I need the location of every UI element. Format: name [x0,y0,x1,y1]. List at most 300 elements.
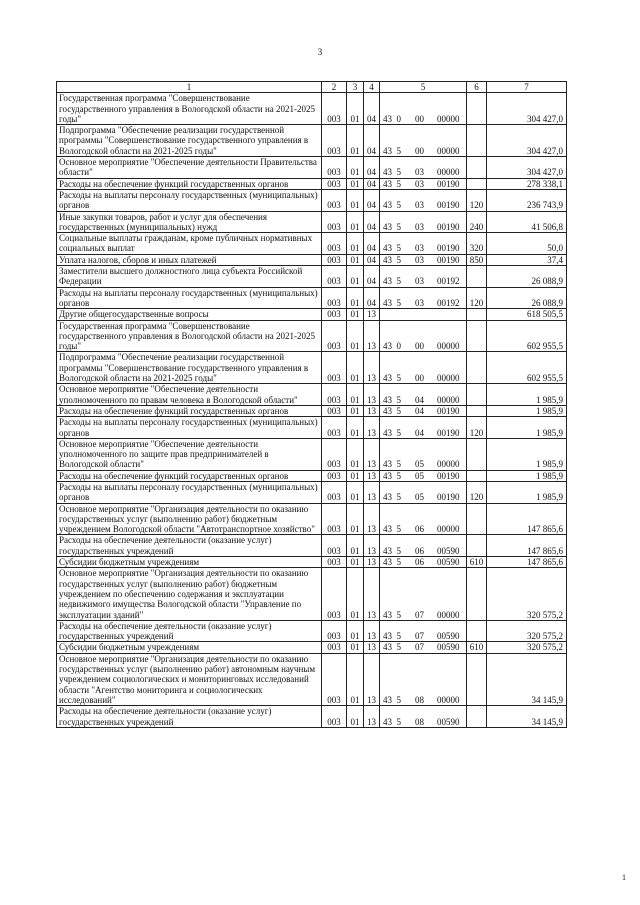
row-target-article-subprogram: 5 [396,125,409,157]
row-subsection: 04 [364,125,380,157]
row-amount: 50,0 [487,233,567,255]
row-target-article-direction: 00000 [431,653,467,705]
row-description: Социальные выплаты гражданам, кроме публичных нормативных социальных выплат [57,233,322,255]
row-amount: 1 985,9 [487,405,567,416]
row-target-article-subprogram: 5 [396,568,409,620]
row-subsection: 13 [364,620,380,642]
row-description: Другие общегосударственные вопросы [57,309,322,320]
row-expense-type [467,535,487,557]
row-target-article-direction [431,309,467,320]
row-target-article-subprogram: 5 [396,503,409,535]
row-subsection: 13 [364,470,380,481]
table-row [57,352,567,384]
row-target-article-direction: 00190 [431,405,467,416]
row-target-article-measure: 05 [409,470,431,481]
row-description: Расходы на обеспечение деятельности (оказание услуг) государственных учреждений [57,620,322,642]
row-target-article-program: 43 [380,266,396,288]
row-target-article-subprogram: 5 [396,157,409,179]
row-expense-type: 610 [467,557,487,568]
row-target-article-program: 43 [380,620,396,642]
row-subsection: 04 [364,93,380,125]
row-target-article-direction: 00190 [431,189,467,211]
row-target-article-measure: 00 [409,320,431,352]
row-target-article-subprogram: 5 [396,470,409,481]
table-row [57,320,567,352]
row-expense-type [467,125,487,157]
row-admin-code: 003 [322,481,347,503]
row-target-article-program: 43 [380,417,396,439]
row-description: Иные закупки товаров, работ и услуг для обеспечения государственных (муниципальных) нужд [57,211,322,233]
row-section: 01 [347,653,364,705]
table-row [57,653,567,705]
row-description: Основное мероприятие "Обеспечение деятельности уполномоченного по правам человека в Вологодской области" [57,384,322,406]
row-admin-code: 003 [322,535,347,557]
row-target-article-subprogram: 5 [396,178,409,189]
row-admin-code: 003 [322,254,347,265]
row-subsection: 04 [364,266,380,288]
row-target-article-program: 43 [380,642,396,653]
row-description: Расходы на выплаты персоналу государственных (муниципальных) органов [57,287,322,309]
row-target-article-program: 43 [380,503,396,535]
row-subsection: 04 [364,211,380,233]
row-target-article-subprogram: 0 [396,320,409,352]
row-expense-type: 120 [467,287,487,309]
row-amount: 304 427,0 [487,157,567,179]
row-target-article-direction: 00192 [431,287,467,309]
row-subsection: 04 [364,287,380,309]
row-section: 01 [347,287,364,309]
row-expense-type: 610 [467,642,487,653]
row-description: Основное мероприятие "Организация деятельности по оказанию государственных услуг (выполнению работ) бюджетным учреждением Вологодской области "Автотранспортное хозяйство" [57,503,322,535]
row-target-article-measure: 07 [409,568,431,620]
row-description: Заместители высшего должностного лица субъекта Российской Федерации [57,266,322,288]
row-expense-type [467,438,487,470]
row-amount: 320 575,2 [487,642,567,653]
row-subsection: 13 [364,557,380,568]
row-description: Уплата налогов, сборов и иных платежей [57,254,322,265]
row-admin-code: 003 [322,266,347,288]
row-description: Расходы на обеспечение функций государственных органов [57,178,322,189]
row-amount: 320 575,2 [487,620,567,642]
row-expense-type [467,653,487,705]
row-subsection: 13 [364,706,380,728]
row-admin-code: 003 [322,93,347,125]
table-row [57,211,567,233]
header-col-5: 5 [380,82,467,93]
row-section: 01 [347,384,364,406]
row-admin-code: 003 [322,125,347,157]
row-target-article-program: 43 [380,481,396,503]
row-target-article-program: 43 [380,568,396,620]
row-expense-type [467,352,487,384]
row-admin-code: 003 [322,178,347,189]
row-amount: 147 865,6 [487,535,567,557]
row-target-article-program: 43 [380,211,396,233]
row-subsection: 04 [364,189,380,211]
row-target-article-measure: 03 [409,233,431,255]
row-target-article-direction: 00000 [431,93,467,125]
table-row [57,642,567,653]
row-target-article-subprogram: 5 [396,287,409,309]
row-amount: 41 506,8 [487,211,567,233]
row-target-article-subprogram: 5 [396,352,409,384]
row-admin-code: 003 [322,620,347,642]
row-section: 01 [347,254,364,265]
header-col-2: 2 [322,82,347,93]
row-amount: 1 985,9 [487,438,567,470]
row-expense-type [467,266,487,288]
row-expense-type: 850 [467,254,487,265]
table-row [57,254,567,265]
row-subsection: 13 [364,384,380,406]
row-target-article-measure: 08 [409,653,431,705]
row-target-article-direction: 00190 [431,211,467,233]
row-target-article-direction: 00590 [431,642,467,653]
row-subsection: 13 [364,481,380,503]
row-expense-type: 120 [467,481,487,503]
row-section: 01 [347,481,364,503]
row-target-article-measure: 05 [409,438,431,470]
row-target-article-program: 43 [380,178,396,189]
row-target-article-subprogram: 5 [396,405,409,416]
row-amount: 34 145,9 [487,706,567,728]
row-target-article-program: 43 [380,557,396,568]
table-row [57,535,567,557]
row-admin-code: 003 [322,503,347,535]
row-admin-code: 003 [322,320,347,352]
row-target-article-direction: 00190 [431,470,467,481]
row-target-article-subprogram: 5 [396,254,409,265]
row-description: Расходы на обеспечение деятельности (оказание услуг) государственных учреждений [57,535,322,557]
row-subsection: 13 [364,309,380,320]
row-subsection: 13 [364,653,380,705]
header-col-1: 1 [57,82,322,93]
row-admin-code: 003 [322,309,347,320]
row-target-article-program: 43 [380,189,396,211]
row-target-article-measure: 04 [409,384,431,406]
row-section: 01 [347,503,364,535]
row-expense-type: 240 [467,211,487,233]
row-target-article-program: 43 [380,125,396,157]
row-description: Государственная программа "Совершенствование государственного управления в Вологодской области на 2021-2025 годы" [57,320,322,352]
table-row [57,706,567,728]
row-target-article-subprogram: 5 [396,642,409,653]
row-amount: 602 955,5 [487,320,567,352]
row-target-article-measure [409,309,431,320]
row-target-article-direction: 00590 [431,557,467,568]
row-target-article-program: 43 [380,93,396,125]
row-amount: 147 865,6 [487,557,567,568]
row-target-article-program: 43 [380,438,396,470]
row-expense-type: 120 [467,189,487,211]
row-section: 01 [347,125,364,157]
row-target-article-measure: 00 [409,93,431,125]
row-target-article-direction: 00590 [431,706,467,728]
row-expense-type [467,706,487,728]
row-target-article-subprogram: 5 [396,233,409,255]
row-subsection: 04 [364,178,380,189]
header-col-6: 6 [467,82,487,93]
row-expense-type [467,157,487,179]
row-subsection: 04 [364,157,380,179]
row-target-article-measure: 03 [409,254,431,265]
budget-table [56,81,567,728]
row-target-article-direction: 00590 [431,535,467,557]
row-section: 01 [347,642,364,653]
row-subsection: 13 [364,405,380,416]
row-target-article-program: 43 [380,233,396,255]
row-target-article-measure: 04 [409,417,431,439]
row-admin-code: 003 [322,405,347,416]
row-target-article-program: 43 [380,653,396,705]
row-description: Основное мероприятие "Организация деятельности по оказанию государственных услуг (выполнению работ) автономным научным учреждением социологических и мониторинговых исследований области "Агентство мониторинга и социологических исследований" [57,653,322,705]
row-description: Основное мероприятие "Обеспечение деятельности Правительства области" [57,157,322,179]
table-row [57,438,567,470]
table-row [57,417,567,439]
row-description: Основное мероприятие "Обеспечение деятельности уполномоченного по защите прав предпринимателей в Вологодской области" [57,438,322,470]
row-admin-code: 003 [322,653,347,705]
row-amount: 147 865,6 [487,503,567,535]
row-amount: 1 985,9 [487,417,567,439]
row-section: 01 [347,189,364,211]
table-row [57,157,567,179]
row-target-article-direction: 00000 [431,320,467,352]
row-subsection: 13 [364,503,380,535]
row-amount: 236 743,9 [487,189,567,211]
row-target-article-subprogram: 5 [396,535,409,557]
row-expense-type [467,568,487,620]
row-amount: 26 088,9 [487,266,567,288]
table-row [57,189,567,211]
row-target-article-direction: 00590 [431,620,467,642]
row-target-article-subprogram: 5 [396,557,409,568]
row-target-article-measure: 08 [409,706,431,728]
row-target-article-subprogram: 5 [396,189,409,211]
row-amount: 304 427,0 [487,125,567,157]
row-subsection: 13 [364,642,380,653]
row-expense-type [467,309,487,320]
row-section: 01 [347,211,364,233]
row-target-article-direction: 00190 [431,233,467,255]
row-subsection: 13 [364,568,380,620]
row-target-article-direction: 00190 [431,254,467,265]
row-section: 01 [347,266,364,288]
header-col-7: 7 [487,82,567,93]
row-target-article-subprogram: 5 [396,481,409,503]
row-section: 01 [347,352,364,384]
row-target-article-direction: 00000 [431,352,467,384]
row-target-article-direction: 00000 [431,568,467,620]
row-target-article-measure: 00 [409,125,431,157]
row-section: 01 [347,706,364,728]
row-target-article-measure: 00 [409,352,431,384]
row-target-article-measure: 04 [409,405,431,416]
corner-mark: 1 [622,873,626,882]
header-row [57,82,567,93]
row-section: 01 [347,309,364,320]
table-row [57,503,567,535]
row-section: 01 [347,620,364,642]
row-amount: 602 955,5 [487,352,567,384]
page-number: 3 [317,47,323,57]
row-target-article-direction: 00000 [431,438,467,470]
row-expense-type [467,503,487,535]
row-target-article-measure: 03 [409,157,431,179]
row-target-article-measure: 03 [409,178,431,189]
row-target-article-measure: 06 [409,503,431,535]
row-target-article-direction: 00000 [431,503,467,535]
row-target-article-program: 43 [380,352,396,384]
table-row [57,266,567,288]
table-row [57,178,567,189]
row-target-article-measure: 03 [409,189,431,211]
row-description: Подпрограмма "Обеспечение реализации государственной программы "Совершенствование государственного управления в Вологодской области на 2021-2025 годы" [57,352,322,384]
row-subsection: 04 [364,233,380,255]
row-expense-type [467,405,487,416]
row-target-article-program: 43 [380,287,396,309]
row-target-article-subprogram: 0 [396,93,409,125]
row-section: 01 [347,557,364,568]
row-description: Основное мероприятие "Организация деятельности по оказанию государственных услуг (выполнению работ) бюджетным учреждением по обеспечению содержания и эксплуатации недвижимого имущества Вологодской области "Управление по эксплуатации зданий" [57,568,322,620]
table-row [57,620,567,642]
row-description: Расходы на выплаты персоналу государственных (муниципальных) органов [57,481,322,503]
table-row [57,125,567,157]
row-target-article-subprogram: 5 [396,417,409,439]
row-target-article-program: 43 [380,470,396,481]
table-row [57,287,567,309]
row-admin-code: 003 [322,211,347,233]
row-target-article-program: 43 [380,320,396,352]
row-section: 01 [347,320,364,352]
row-target-article-program: 43 [380,706,396,728]
row-expense-type [467,93,487,125]
row-amount: 320 575,2 [487,568,567,620]
row-amount: 1 985,9 [487,384,567,406]
row-subsection: 04 [364,254,380,265]
row-section: 01 [347,157,364,179]
row-target-article-direction: 00000 [431,384,467,406]
row-admin-code: 003 [322,287,347,309]
table-row [57,384,567,406]
table-row [57,309,567,320]
row-target-article-program: 43 [380,157,396,179]
row-target-article-measure: 07 [409,642,431,653]
row-target-article-subprogram: 5 [396,211,409,233]
table-row [57,568,567,620]
row-section: 01 [347,470,364,481]
row-description: Расходы на обеспечение деятельности (оказание услуг) государственных учреждений [57,706,322,728]
row-amount: 618 505,5 [487,309,567,320]
row-subsection: 13 [364,438,380,470]
row-description: Субсидии бюджетным учреждениям [57,557,322,568]
row-target-article-direction: 00190 [431,417,467,439]
row-admin-code: 003 [322,470,347,481]
row-amount: 34 145,9 [487,653,567,705]
row-admin-code: 003 [322,438,347,470]
row-admin-code: 003 [322,417,347,439]
row-amount: 1 985,9 [487,470,567,481]
row-target-article-direction: 00190 [431,178,467,189]
row-description: Расходы на выплаты персоналу государственных (муниципальных) органов [57,189,322,211]
row-expense-type [467,178,487,189]
row-expense-type: 320 [467,233,487,255]
header-col-4: 4 [364,82,380,93]
row-subsection: 13 [364,535,380,557]
row-subsection: 13 [364,352,380,384]
row-target-article-program: 43 [380,405,396,416]
row-expense-type: 120 [467,417,487,439]
row-target-article-measure: 03 [409,211,431,233]
row-amount: 26 088,9 [487,287,567,309]
row-target-article-measure: 05 [409,481,431,503]
row-admin-code: 003 [322,189,347,211]
row-description: Расходы на обеспечение функций государственных органов [57,405,322,416]
row-subsection: 13 [364,417,380,439]
row-target-article-measure: 03 [409,287,431,309]
row-target-article-program: 43 [380,384,396,406]
row-section: 01 [347,438,364,470]
table-row [57,470,567,481]
header-col-3: 3 [347,82,364,93]
row-target-article-direction: 00000 [431,157,467,179]
row-target-article-program: 43 [380,254,396,265]
row-admin-code: 003 [322,557,347,568]
row-section: 01 [347,93,364,125]
table-row [57,557,567,568]
row-description: Расходы на обеспечение функций государственных органов [57,470,322,481]
table-row [57,405,567,416]
row-target-article-measure: 06 [409,557,431,568]
row-section: 01 [347,568,364,620]
row-admin-code: 003 [322,642,347,653]
row-description: Подпрограмма "Обеспечение реализации государственной программы "Совершенствование государственного управления в Вологодской области на 2021-2025 годы" [57,125,322,157]
row-admin-code: 003 [322,233,347,255]
row-admin-code: 003 [322,384,347,406]
row-description: Государственная программа "Совершенствование государственного управления в Вологодской области на 2021-2025 годы" [57,93,322,125]
row-description: Расходы на выплаты персоналу государственных (муниципальных) органов [57,417,322,439]
row-target-article-direction: 00000 [431,125,467,157]
row-target-article-direction: 00190 [431,481,467,503]
row-target-article-program: 43 [380,535,396,557]
row-target-article-subprogram: 5 [396,266,409,288]
row-admin-code: 003 [322,157,347,179]
row-amount: 278 338,1 [487,178,567,189]
row-target-article-subprogram: 5 [396,620,409,642]
row-target-article-direction: 00192 [431,266,467,288]
row-target-article-measure: 03 [409,266,431,288]
row-admin-code: 003 [322,352,347,384]
row-amount: 1 985,9 [487,481,567,503]
row-target-article-measure: 06 [409,535,431,557]
row-target-article-subprogram: 5 [396,384,409,406]
row-amount: 37,4 [487,254,567,265]
row-section: 01 [347,535,364,557]
row-expense-type [467,470,487,481]
row-admin-code: 003 [322,706,347,728]
row-expense-type [467,384,487,406]
table-row [57,233,567,255]
row-target-article-subprogram: 5 [396,438,409,470]
row-amount: 304 427,0 [487,93,567,125]
row-target-article-subprogram: 5 [396,706,409,728]
row-expense-type [467,620,487,642]
row-target-article-subprogram: 5 [396,653,409,705]
row-subsection: 13 [364,320,380,352]
row-section: 01 [347,178,364,189]
row-target-article-program [380,309,396,320]
row-description: Субсидии бюджетным учреждениям [57,642,322,653]
row-section: 01 [347,417,364,439]
